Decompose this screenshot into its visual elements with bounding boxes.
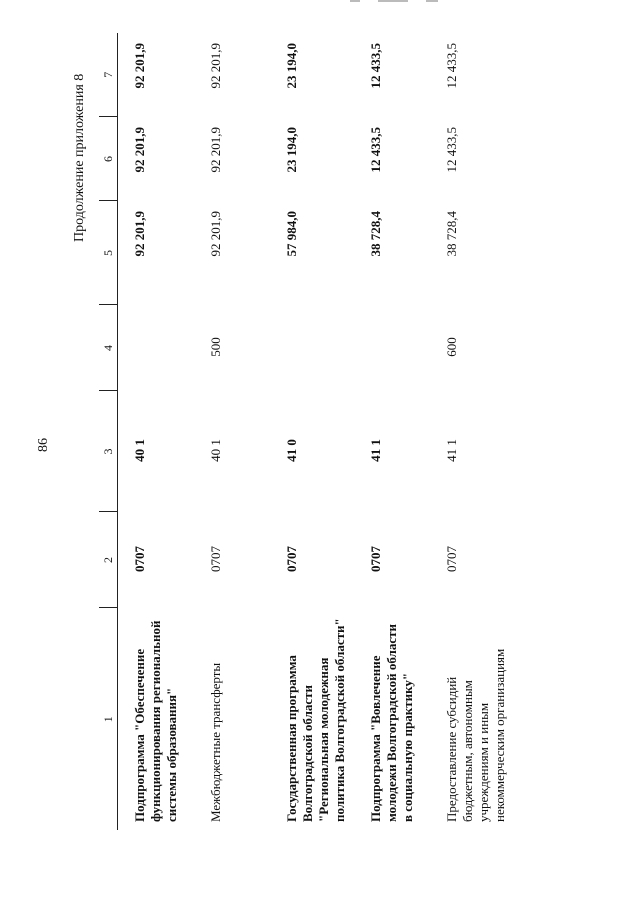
- row-value-7: 92 201,9: [132, 43, 147, 89]
- row-value-5: 38 728,4: [443, 211, 459, 257]
- col-header-4: 4: [99, 305, 118, 391]
- row-value-6: 12 433,5: [443, 127, 459, 173]
- row-value-5: 92 201,9: [207, 211, 223, 257]
- scan-artifact: [350, 0, 490, 3]
- row-section: 0707: [367, 546, 383, 572]
- row-section: 0707: [443, 546, 459, 572]
- rotated-table-sheet: [99, 33, 507, 830]
- row-value-5: 57 984,0: [283, 211, 299, 257]
- row-value-7: 12 433,5: [443, 43, 459, 89]
- col-header-3: 3: [99, 391, 118, 512]
- row-name: Подпрограмма "Обеспечение функционирования региональной системы образования": [132, 620, 179, 822]
- row-value-6: 92 201,9: [132, 127, 147, 173]
- row-type: [270, 305, 354, 391]
- row-value-5: 92 201,9: [132, 211, 147, 257]
- table-heading: Продолжение приложения 8: [72, 73, 87, 242]
- row-target: 41 0: [283, 439, 299, 462]
- table-row: [194, 33, 270, 830]
- row-name: Межбюджетные трансферты: [207, 662, 223, 822]
- row-value-7: 92 201,9: [207, 43, 223, 89]
- row-type: 600: [443, 337, 459, 357]
- page-number: 86: [36, 438, 51, 452]
- table-row: [118, 33, 194, 830]
- row-type: [118, 305, 194, 391]
- header-row: [99, 33, 118, 830]
- row-section: 0707: [132, 546, 147, 572]
- budget-table: [99, 33, 508, 830]
- row-target: 41 1: [367, 439, 383, 462]
- row-type: [354, 305, 430, 391]
- row-value-5: 38 728,4: [367, 211, 383, 257]
- row-value-6: 23 194,0: [283, 127, 299, 173]
- col-header-1: 1: [99, 608, 118, 830]
- row-name: Государственная программа Волгоградской области "Региональная молодежная политика Волгоградской области": [283, 618, 347, 822]
- row-value-6: 92 201,9: [207, 127, 223, 173]
- row-value-7: 12 433,5: [367, 43, 383, 89]
- row-value-6: 12 433,5: [367, 127, 383, 173]
- row-target: 41 1: [443, 439, 459, 462]
- row-name: Подпрограмма "Вовлечение молодежи Волгоградской области в социальную практику": [367, 624, 415, 822]
- table-row: [430, 33, 508, 830]
- col-header-7: 7: [99, 33, 118, 117]
- col-header-5: 5: [99, 201, 118, 305]
- row-name: Предоставление субсидий бюджетным, автономным учреждениям и иным некоммерческим организациям: [443, 648, 507, 822]
- table-row: [354, 33, 430, 830]
- row-value-7: 23 194,0: [283, 43, 299, 89]
- row-target: 40 1: [207, 439, 223, 462]
- row-target: 40 1: [132, 439, 147, 462]
- table-row: [270, 33, 354, 830]
- row-section: 0707: [207, 546, 223, 572]
- row-section: 0707: [283, 546, 299, 572]
- col-header-2: 2: [99, 512, 118, 608]
- row-type: 500: [207, 337, 223, 357]
- col-header-6: 6: [99, 117, 118, 201]
